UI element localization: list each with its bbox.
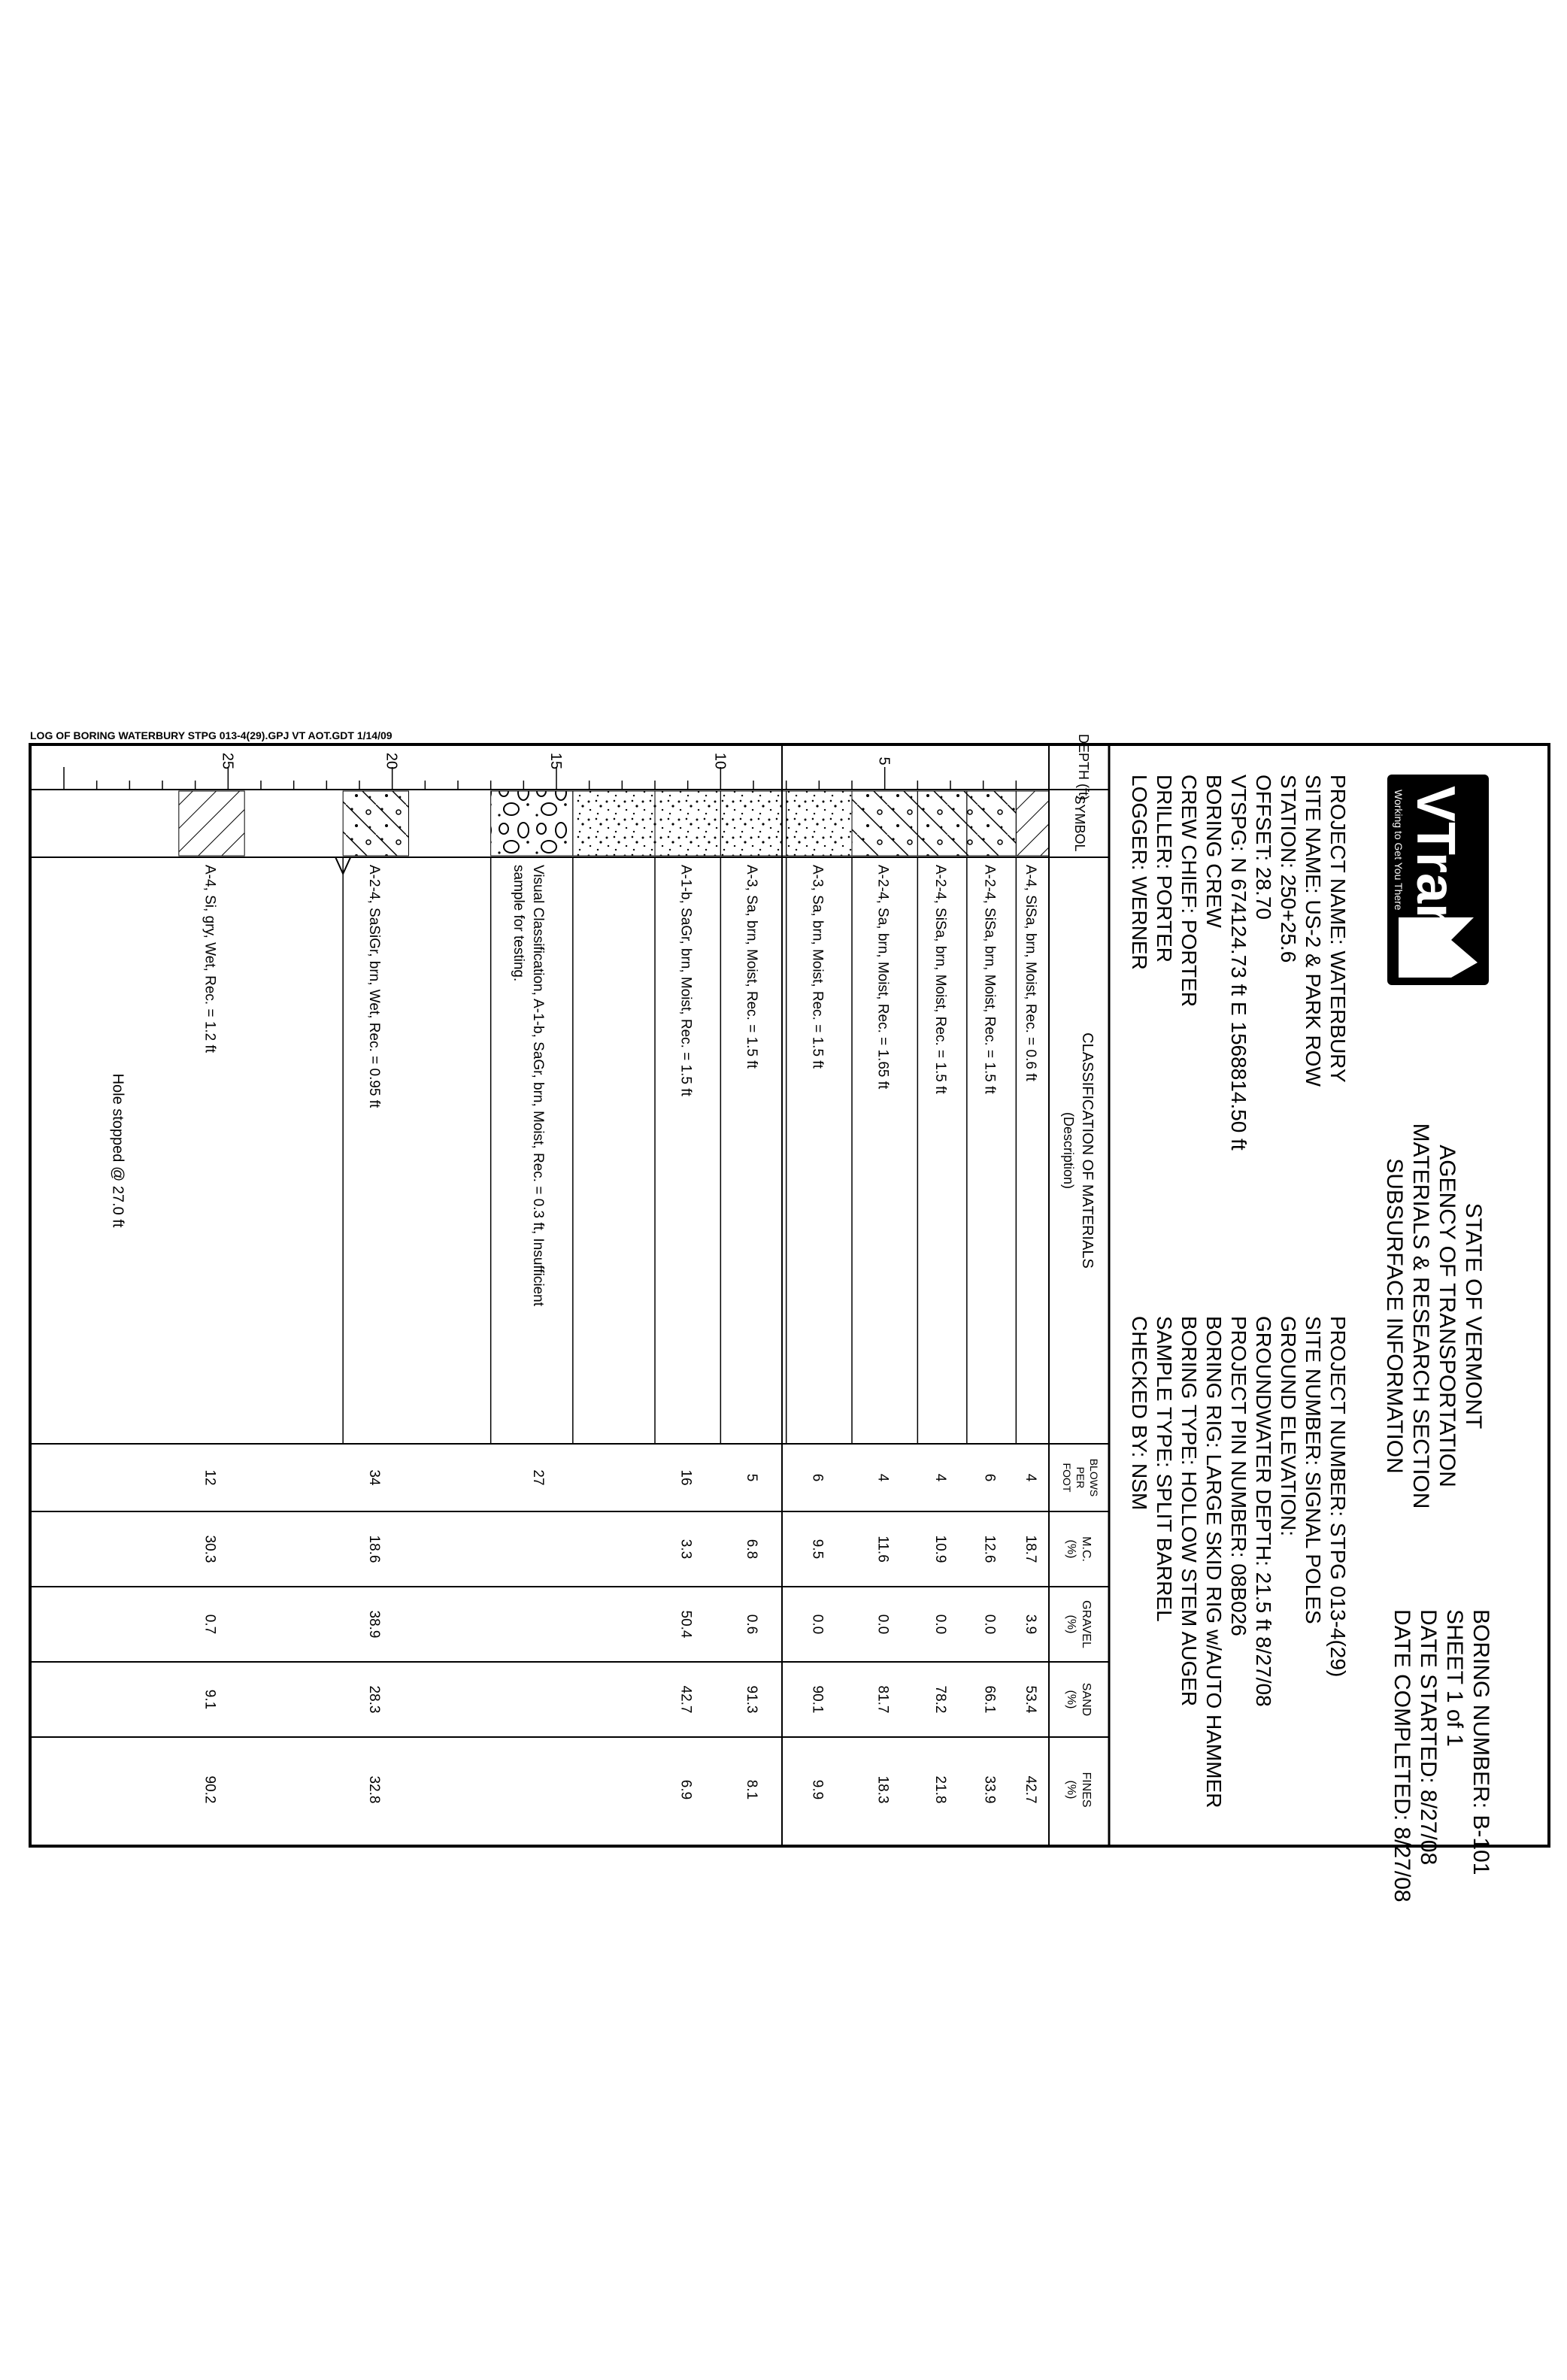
column-header-columns.fines2: (%)	[1065, 1780, 1078, 1799]
stratum-symbol	[787, 791, 852, 856]
project-right-line: SAMPLE TYPE: SPLIT BARREL	[1153, 1316, 1176, 1622]
row-blows: 4	[932, 1473, 949, 1482]
stratum-symbol	[343, 791, 408, 856]
column-header-columns.classification: CLASSIFICATION OF MATERIALS	[1079, 1032, 1096, 1269]
table-row	[744, 865, 759, 1799]
row-description: A-2-4, SiSa, brn, Moist, Rec. = 1.5 ft	[932, 865, 949, 1094]
project-right-line: BORING TYPE: HOLLOW STEM AUGER	[1178, 1316, 1201, 1707]
table-row	[982, 865, 998, 1803]
depth-label: 15	[547, 752, 564, 770]
row-description: A-4, Si, gry, Wet, Rec. = 1.2 ft	[202, 865, 218, 1054]
row-mc: 12.6	[981, 1535, 998, 1563]
row-mc: 9.5	[809, 1539, 826, 1560]
column-header-columns.sand2: (%)	[1065, 1690, 1078, 1709]
vtrans-logo	[1387, 775, 1489, 985]
stratum-symbol	[720, 791, 786, 856]
column-header-columns.sand1: SAND	[1080, 1682, 1093, 1717]
project-info-left	[1128, 775, 1350, 1151]
row-blows: 6	[981, 1473, 998, 1482]
row-description: A-2-4, SiSa, brn, Moist, Rec. = 1.5 ft	[981, 865, 998, 1094]
project-right-line: GROUNDWATER DEPTH: 21.5 ft 8/27/08	[1252, 1316, 1275, 1707]
agency-line-4: SUBSURFACE INFORMATION	[1382, 1158, 1407, 1474]
agency-line-2: AGENCY OF TRANSPORTATION	[1435, 1145, 1459, 1487]
row-fines: 6.9	[677, 1779, 694, 1800]
row-sand: 42.7	[677, 1685, 694, 1714]
table-row	[511, 865, 546, 1486]
row-description: Visual Classification, A-1-b, SaGr, brn, Moist, Rec. = 0.3 ft, Insufficient	[530, 865, 547, 1306]
row-sand: 9.1	[202, 1689, 218, 1710]
column-header-columns.gravel1: GRAVEL	[1080, 1600, 1093, 1648]
date-started: DATE STARTED: 8/27/08	[1416, 1609, 1441, 1866]
table-row	[809, 865, 825, 1799]
row-sand: 66.1	[981, 1685, 998, 1714]
depth-label: 5	[875, 756, 893, 766]
project-left-line: DRILLER: PORTER	[1153, 775, 1176, 963]
row-fines: 18.3	[874, 1775, 891, 1804]
row-description: A-1-b, SaGr, brn, Moist, Rec. = 1.5 ft	[677, 865, 694, 1096]
row-description: A-2-4, SaSiGr, brn, Wet, Rec. = 0.95 ft	[365, 865, 382, 1108]
row-mc: 18.7	[1023, 1535, 1039, 1563]
table-row	[366, 865, 382, 1803]
project-right-line: CHECKED BY: NSM	[1128, 1316, 1151, 1511]
row-fines: 42.7	[1023, 1775, 1039, 1804]
project-left-line: OFFSET: 28.70	[1252, 775, 1275, 920]
row-fines: 21.8	[932, 1775, 949, 1804]
row-blows: 16	[677, 1469, 694, 1486]
row-description: A-4, SiSa, brn, Moist, Rec. = 0.6 ft	[1023, 865, 1039, 1081]
column-header-columns.blows2: PER	[1074, 1466, 1087, 1489]
project-left-line: STATION: 250+25.6	[1277, 775, 1300, 963]
row-mc: 11.6	[874, 1536, 891, 1563]
row-blows: 12	[202, 1469, 218, 1486]
row-mc: 18.6	[365, 1535, 382, 1563]
table-row	[875, 865, 891, 1803]
row-gravel: 0.6	[744, 1614, 759, 1635]
row-description: A-3, Sa, brn, Moist, Rec. = 1.5 ft	[809, 865, 826, 1069]
row-gravel: 0.0	[874, 1614, 891, 1635]
logo-tagline: Working to Get You There	[1393, 790, 1405, 911]
stratum-symbol	[967, 791, 1017, 856]
project-right-line: PROJECT NUMBER: STPG 013-4(29)	[1326, 1316, 1350, 1678]
column-header-columns.depth: DEPTH (ft)	[1076, 734, 1091, 800]
row-sand: 81.7	[874, 1685, 891, 1714]
row-sand: 91.3	[744, 1685, 759, 1714]
project-right-line: PROJECT PIN NUMBER: 08B026	[1227, 1316, 1250, 1636]
project-left-line: SITE NAME: US-2 & PARK ROW	[1302, 775, 1325, 1087]
stratum-symbol	[179, 791, 244, 856]
hole-stopped-note: Hole stopped @ 27.0 ft	[109, 1073, 126, 1228]
row-gravel: 3.9	[1023, 1614, 1039, 1635]
project-left-line: VTSPG: N 674124.73 ft E 1568814.50 ft	[1227, 775, 1250, 1151]
project-right-line: SITE NUMBER: SIGNAL POLES	[1302, 1316, 1325, 1624]
row-fines: 32.8	[365, 1775, 382, 1804]
row-blows: 34	[365, 1469, 382, 1486]
project-right-line: BORING RIG: LARGE SKID RIG w/AUTO HAMMER	[1202, 1316, 1226, 1808]
row-description: A-2-4, Sa, brn, Moist, Rec. = 1.65 ft	[874, 865, 891, 1090]
stratum-symbol	[852, 791, 917, 856]
table-row	[1023, 865, 1038, 1803]
row-description: A-3, Sa, brn, Moist, Rec. = 1.5 ft	[744, 865, 759, 1069]
project-left-line: LOGGER: WERNER	[1128, 775, 1151, 970]
row-sand: 53.4	[1023, 1685, 1039, 1714]
row-gravel: 0.0	[932, 1614, 949, 1635]
row-description-cont: sample for testing.	[511, 865, 527, 982]
row-blows: 4	[1023, 1473, 1039, 1482]
project-left-line: CREW CHIEF: PORTER	[1178, 775, 1201, 1008]
project-right-line: GROUND ELEVATION:	[1277, 1316, 1300, 1537]
row-sand: 28.3	[365, 1685, 382, 1714]
row-gravel: 50.4	[677, 1610, 694, 1639]
row-gravel: 0.0	[981, 1614, 998, 1635]
stratum-symbol	[655, 791, 720, 856]
stratum-symbol	[573, 791, 655, 856]
column-header-columns.gravel2: (%)	[1065, 1614, 1078, 1634]
row-fines: 33.9	[981, 1775, 998, 1804]
column-header-columns.blows3: FOOT	[1061, 1463, 1073, 1493]
column-header-columns.mc1: M.C.	[1080, 1536, 1093, 1562]
row-fines: 9.9	[809, 1779, 826, 1800]
row-blows: 5	[744, 1473, 759, 1482]
table-row	[932, 865, 948, 1803]
row-mc: 30.3	[202, 1535, 218, 1563]
row-sand: 78.2	[932, 1685, 949, 1714]
row-fines: 8.1	[744, 1779, 759, 1800]
stratum-symbol	[917, 791, 967, 856]
column-header-columns.symbol: SYMBOL	[1072, 795, 1087, 852]
depth-label: 25	[219, 752, 236, 770]
boring-sheet: SHEET 1 of 1	[1442, 1609, 1467, 1747]
column-header-columns.mc2: (%)	[1065, 1539, 1078, 1559]
row-sand: 90.1	[809, 1685, 826, 1714]
boring-number: BORING NUMBER: B-101	[1468, 1609, 1493, 1875]
stratum-symbol	[491, 791, 573, 856]
agency-line-3: MATERIALS & RESEARCH SECTION	[1408, 1123, 1433, 1509]
agency-line-1: STATE OF VERMONT	[1461, 1202, 1486, 1430]
column-header-columns.blows1: BLOWS	[1088, 1458, 1100, 1497]
column-header-columns.fines1: FINES	[1080, 1772, 1093, 1808]
row-blows: 4	[874, 1473, 891, 1482]
row-gravel: 0.0	[809, 1614, 826, 1635]
row-gravel: 0.7	[202, 1614, 218, 1635]
footer-label: LOG OF BORING WATERBURY STPG 013-4(29).GPJ VT AOT.GDT 1/14/09	[30, 729, 393, 741]
row-blows: 6	[809, 1473, 826, 1482]
row-gravel: 38.9	[365, 1610, 382, 1639]
project-left-line: BORING CREW	[1202, 775, 1226, 928]
logo-text: VTrans	[1405, 786, 1465, 967]
row-fines: 90.2	[202, 1775, 218, 1804]
row-mc: 3.3	[677, 1539, 694, 1560]
stratum-symbol	[1016, 791, 1049, 856]
row-mc: 6.8	[744, 1539, 759, 1560]
project-info-right	[1128, 1316, 1350, 1808]
column-header-columns.description: (Description)	[1061, 1111, 1076, 1190]
table-row	[202, 865, 218, 1803]
date-completed: DATE COMPLETED: 8/27/08	[1390, 1609, 1414, 1902]
depth-label: 20	[383, 752, 400, 770]
project-left-line: PROJECT NAME: WATERBURY	[1326, 775, 1350, 1083]
row-mc: 10.9	[932, 1535, 949, 1563]
table-row	[678, 865, 694, 1799]
row-blows: 27	[530, 1469, 547, 1486]
depth-label: 10	[711, 752, 729, 770]
